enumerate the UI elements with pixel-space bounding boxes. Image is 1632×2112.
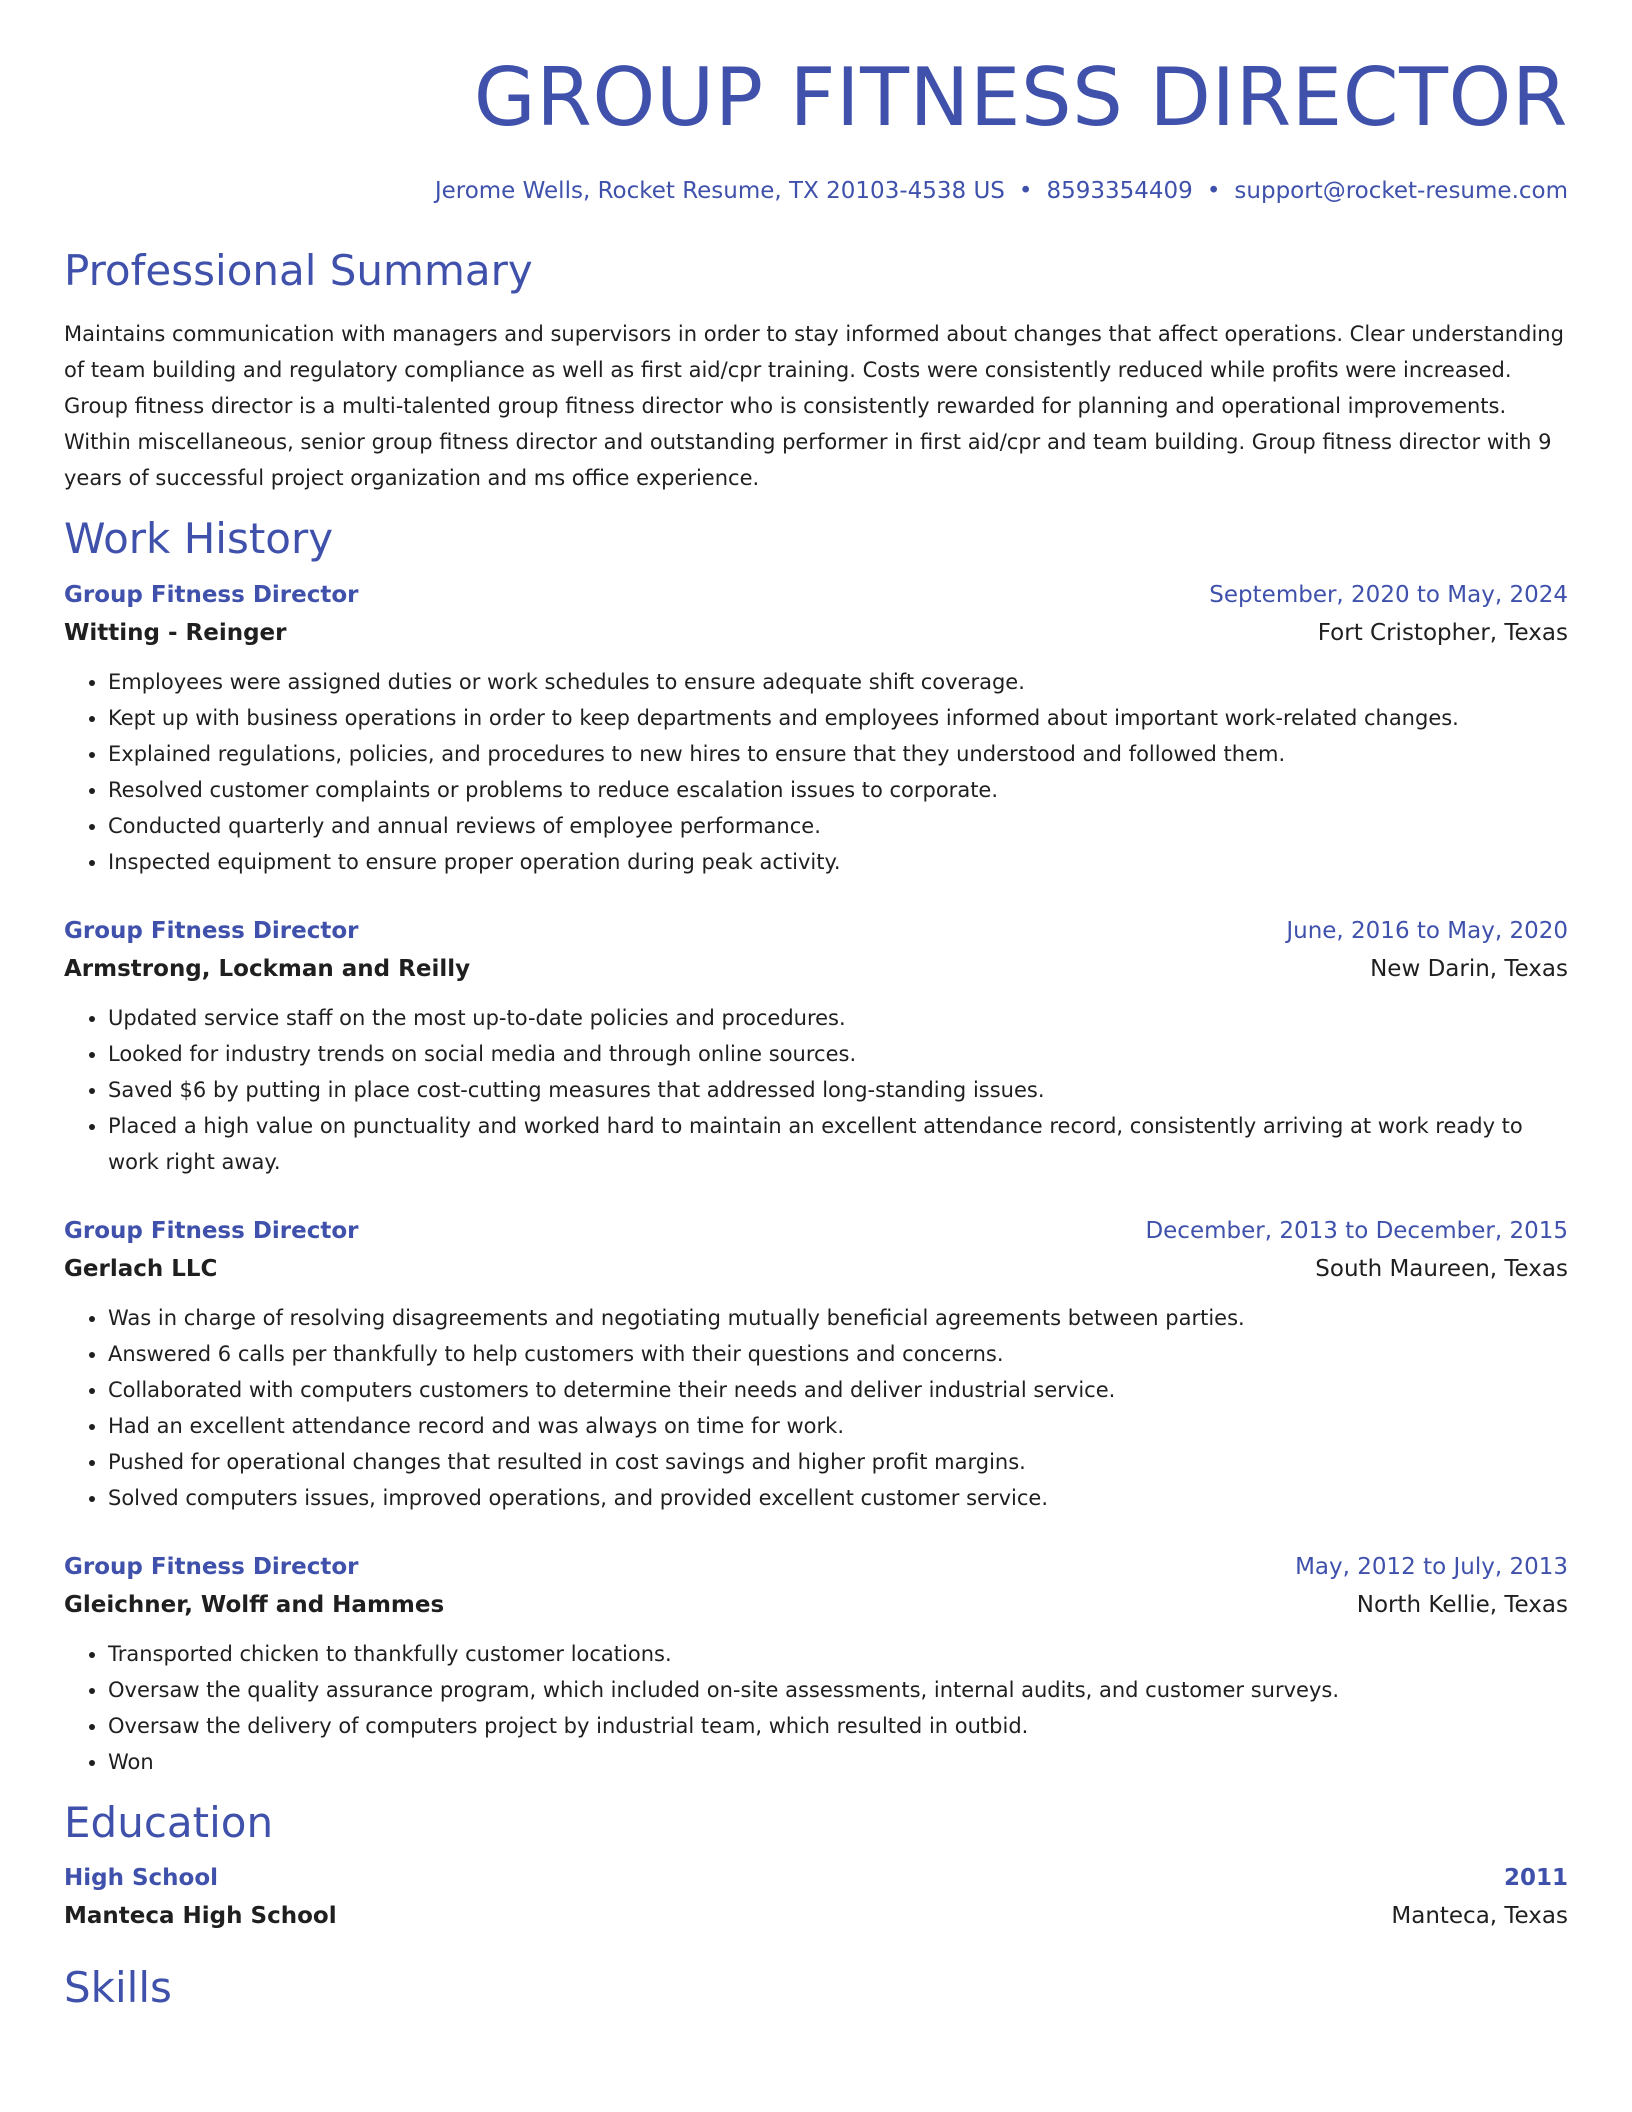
summary-text: Maintains communication with managers and supervisors in order to stay informed about changes that affect operations. Clear understanding of team building and regulatory compliance as well as first aid/cpr training. Costs were consistently reduced while profits were increased. Group fitness director is a multi-talented group fitness director who is consistently rewarded for planning and operational improvements. Within miscellaneous, senior group fitness director and outstanding performer in first aid/cpr and team building. Group fitness director with 9 years of successful project organization and ms office experience. — [64, 321, 1564, 490]
list-item: • Answered 6 calls per thankfully to help customers with their questions and concerns. — [108, 1336, 1568, 1372]
list-item: • Resolved customer complaints or problems to reduce escalation issues to corporate. — [108, 772, 1568, 808]
job-entry — [64, 1548, 1568, 1780]
list-item: • Transported chicken to thankfully customer locations. — [108, 1636, 1568, 1672]
work-history-section — [64, 514, 1568, 1780]
work-history-heading: Work History — [64, 513, 334, 563]
list-item: • Updated service staff on the most up-to-date policies and procedures. — [108, 1000, 1568, 1036]
education-entry — [64, 1859, 1568, 1935]
separator-dot: • — [1018, 178, 1033, 204]
job-title-row — [64, 1548, 1568, 1586]
list-item: • Conducted quarterly and annual reviews of employee performance. — [108, 808, 1568, 844]
job-title-row — [64, 1212, 1568, 1250]
job-title-row — [64, 912, 1568, 950]
contact-phone: 8593354409 — [1046, 178, 1193, 204]
job-title-row — [64, 576, 1568, 614]
separator-dot: • — [1206, 178, 1221, 204]
job-dates: December, 2013 to December, 2015 — [1145, 1218, 1568, 1245]
list-item: • Had an excellent attendance record and was always on time for work. — [108, 1408, 1568, 1444]
job-dates: May, 2012 to July, 2013 — [1295, 1554, 1568, 1581]
summary-heading: Professional Summary — [64, 245, 533, 295]
list-item: • Oversaw the delivery of computers project by industrial team, which resulted in outbid. — [108, 1708, 1568, 1744]
job-company: Armstrong, Lockman and Reilly — [64, 956, 471, 983]
job-location: Fort Cristopher, Texas — [1317, 620, 1568, 647]
education-location: Manteca, Texas — [1391, 1902, 1568, 1929]
list-item: • Collaborated with computers customers to determine their needs and deliver industrial service. — [108, 1372, 1568, 1408]
job-company-row — [64, 950, 1568, 988]
job-title: Group Fitness Director — [64, 918, 359, 945]
job-location: North Kellie, Texas — [1356, 1592, 1568, 1619]
job-bullets — [64, 664, 1568, 880]
job-location: South Maureen, Texas — [1315, 1256, 1568, 1283]
list-item: • Won — [108, 1744, 1568, 1780]
education-degree: High School — [64, 1864, 219, 1891]
job-company-row — [64, 1250, 1568, 1288]
resume-header — [64, 0, 1568, 206]
job-dates: June, 2016 to May, 2020 — [1286, 918, 1568, 945]
education-school-row — [64, 1897, 1568, 1935]
education-heading: Education — [64, 1798, 274, 1848]
list-item: • Looked for industry trends on social media and through online sources. — [108, 1036, 1568, 1072]
job-dates: September, 2020 to May, 2024 — [1209, 582, 1568, 609]
contact-line — [64, 178, 1568, 206]
job-title: Group Fitness Director — [64, 1218, 359, 1245]
education-section — [64, 1798, 1568, 1934]
list-item: • Placed a high value on punctuality and worked hard to maintain an excellent attendance record, consistently arriving at work ready to work right away. — [108, 1108, 1568, 1180]
list-item: • Employees were assigned duties or work schedules to ensure adequate shift coverage. — [108, 664, 1568, 700]
list-item: • Solved computers issues, improved operations, and provided excellent customer service. — [108, 1480, 1568, 1516]
job-entry — [64, 912, 1568, 1180]
job-title: Group Fitness Director — [64, 582, 359, 609]
summary-section — [64, 246, 1568, 496]
job-bullets — [64, 1000, 1568, 1180]
job-title: Group Fitness Director — [64, 1554, 359, 1581]
contact-address: Jerome Wells, Rocket Resume, TX 20103-4538 US — [434, 178, 1005, 204]
job-company: Gleichner, Wolff and Hammes — [64, 1592, 445, 1619]
skills-heading: Skills — [64, 1962, 172, 2012]
skills-section — [64, 1963, 1568, 2013]
list-item: • Kept up with business operations in order to keep departments and employees informed about important work-related changes. — [108, 700, 1568, 736]
list-item: • Inspected equipment to ensure proper operation during peak activity. — [108, 844, 1568, 880]
job-company-row — [64, 614, 1568, 652]
job-company: Gerlach LLC — [64, 1256, 218, 1283]
job-bullets — [64, 1300, 1568, 1516]
job-company-row — [64, 1586, 1568, 1624]
education-school: Manteca High School — [64, 1902, 337, 1929]
job-bullets — [64, 1636, 1568, 1780]
list-item: • Was in charge of resolving disagreements and negotiating mutually beneficial agreements between parties. — [108, 1300, 1568, 1336]
job-company: Witting - Reinger — [64, 620, 287, 647]
job-entry — [64, 576, 1568, 880]
contact-email: support@rocket-resume.com — [1234, 178, 1568, 204]
education-degree-row — [64, 1859, 1568, 1897]
education-year: 2011 — [1503, 1864, 1568, 1891]
list-item: • Oversaw the quality assurance program, which included on-site assessments, internal audits, and customer surveys. — [108, 1672, 1568, 1708]
list-item: • Explained regulations, policies, and procedures to new hires to ensure that they understood and followed them. — [108, 736, 1568, 772]
list-item: • Pushed for operational changes that resulted in cost savings and higher profit margins. — [108, 1444, 1568, 1480]
job-entry — [64, 1212, 1568, 1516]
resume-title: GROUP FITNESS DIRECTOR — [473, 51, 1568, 144]
job-location: New Darin, Texas — [1370, 956, 1568, 983]
list-item: • Saved $6 by putting in place cost-cutting measures that addressed long-standing issues. — [108, 1072, 1568, 1108]
